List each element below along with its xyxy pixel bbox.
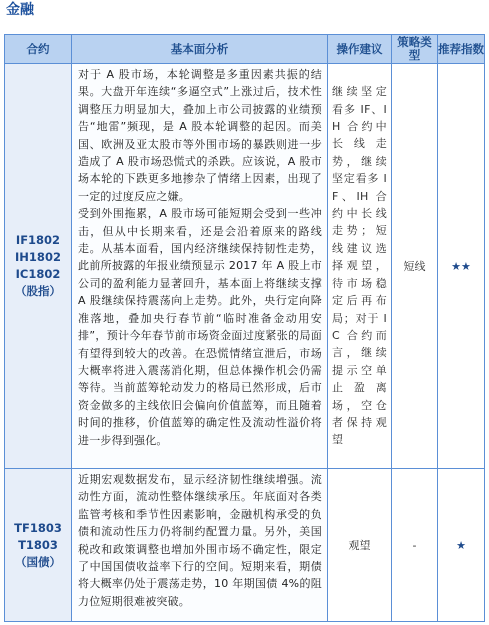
- contract-line: IC1802: [15, 267, 61, 281]
- section-title: 金融: [6, 2, 34, 18]
- contract-cell: [5, 64, 72, 469]
- contract-line: （国债）: [15, 554, 61, 569]
- contract-cell: [5, 469, 72, 622]
- contract-line: （股指）: [15, 284, 61, 298]
- header-advice: 操作建议: [328, 35, 392, 64]
- rating-stars: ★★: [438, 64, 485, 469]
- header-rating: 推荐指数: [438, 35, 485, 64]
- strategy-type-cell: -: [392, 469, 438, 622]
- advice-cell: 继续坚定看多 IF、IH 合约中长线走势，继续坚定看多 IF、IH 合约中长线走势；短线建议选择观望，待市场稳定后再布局；对于 IC 合约而言，继续提示空单止盈离场，空仓者保持观望: [328, 64, 392, 469]
- analysis-paragraph: 对于 A 股市场，本轮调整是多重因素共振的结果。大盘开年连续“多逼空式”上涨过后，技术性调整压力明显加大，叠加上市公司披露的业绩预告“地雷”频现，是 A 股本轮调整的起因。而美国、欧洲及亚太股市等外围市场的暴跌则进一步造成了 A 股市场恐慌式的杀跌。应该说，A 股市场本轮的下跌更多地掺杂了情绪上因素，出现了一定的过度反应之嫌。: [78, 68, 322, 203]
- analysis-cell: [72, 469, 328, 622]
- analysis-paragraph: 近期宏观数据发布，显示经济韧性继续增强。流动性方面，流动性整体继续承压。年底面对各类监管考核和季节性因素影响，金融机构承受的负债和流动性压力仍将制约配置力量。另外，美国税改和政策调整也增加外围市场不确定性，限定了中国国债收益率下行的空间。短期来看，期债将大概率仍处于震荡走势，10 年期国债 4%的阻力位短期很难被突破。: [78, 473, 322, 608]
- rating-stars: ★: [438, 469, 485, 622]
- table-header-row: [5, 35, 485, 64]
- header-analysis: 基本面分析: [72, 35, 328, 64]
- strategy-type-cell: 短线: [392, 64, 438, 469]
- advice-cell: 观望: [328, 469, 392, 622]
- contract-line: T1803: [18, 537, 58, 552]
- header-contract: 合约: [5, 35, 72, 64]
- contract-line: TF1803: [14, 520, 62, 535]
- table-row: [5, 64, 485, 469]
- analysis-cell: [72, 64, 328, 469]
- contract-line: IH1802: [15, 250, 61, 264]
- contract-line: IF1802: [15, 233, 61, 247]
- header-strategy-type: 策略类型: [392, 35, 438, 64]
- table-row: [5, 469, 485, 622]
- analysis-paragraph: 受到外围拖累，A 股市场可能短期会受到一些冲击，但从中长期来看，还是会沿着原来的路线走。从基本面看，国内经济继续保持韧性走势，此前所披露的年报业绩预显示 2017 年 A 股上市公司的盈利能力显著回升，基本面上将继续支撑 A 股继续保持震荡向上走势。此外，央行定向降准落地，叠加央行春节前“临时准备金动用安排”，预计今年春节前市场资金面过度紧张的局面有望得到较大的改善。在恐慌情绪宣泄后，市场大概率将进入震荡消化期，但总体操作机会仍需等待。当前蓝筹轮动发力的格局已然形成，后市资金做多的主线依旧会偏向价值蓝筹，而且随着时间的推移，价值蓝筹的确定性及流动性溢价将进一步得到强化。: [78, 207, 322, 447]
- futures-table: [4, 34, 485, 622]
